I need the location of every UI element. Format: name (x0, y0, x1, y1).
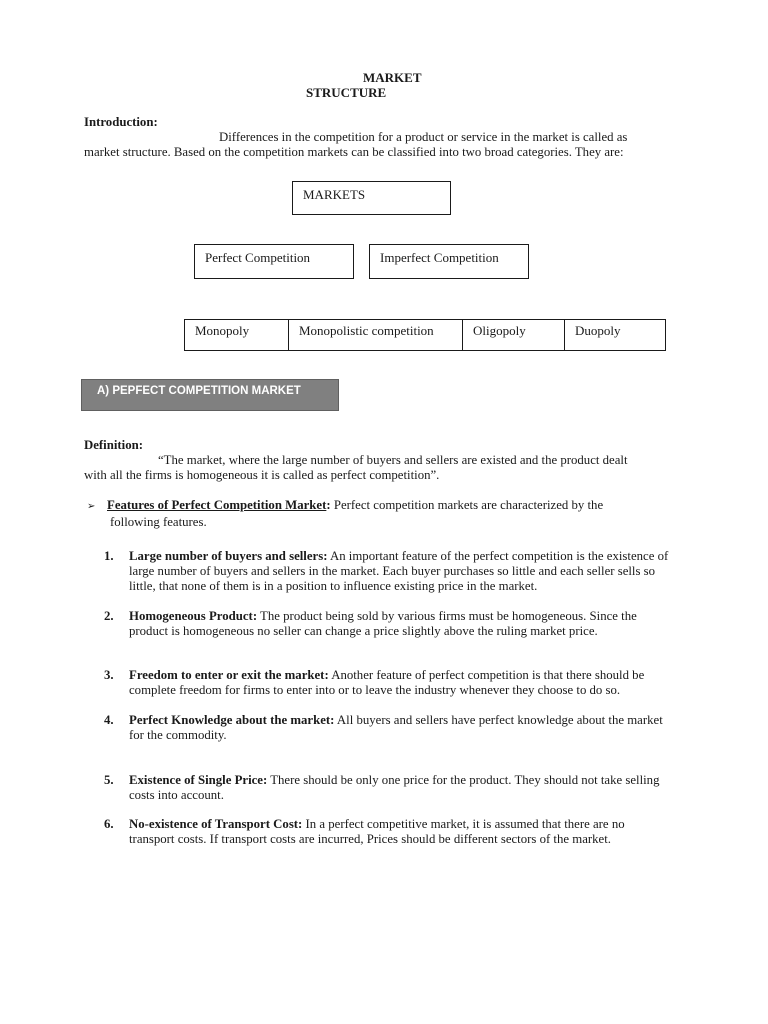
features-intro-text: Perfect competition markets are characterized by the (330, 498, 604, 512)
diagram-oligopoly-cell: Oligopoly (462, 320, 564, 350)
feature-text: In a perfect competitive market, it is assumed that there are no transport costs. If transport costs are incurred, Prices should be different sectors of the market. (129, 817, 625, 846)
feature-title: Large number of buyers and sellers: (129, 549, 328, 563)
features-intro (107, 498, 603, 513)
diagram-monopolistic-competition-cell: Monopolistic competition (288, 320, 462, 350)
features-heading-colon: : (326, 498, 331, 512)
features-heading: Features of Perfect Competition Market (107, 498, 327, 512)
features-intro-line-2: following features. (110, 515, 207, 529)
feature-text: The product being sold by various firms must be homogeneous. Since the product is homogeneous no seller can change a price slightly above the ruling market price. (129, 609, 637, 638)
feature-number: 2. (104, 609, 114, 623)
feature-text: There should be only one price for the product. They should not take selling costs into account. (129, 773, 660, 802)
feature-title: No-existence of Transport Cost: (129, 817, 303, 831)
feature-text: An important feature of the perfect competition is the existence of large number of buyers and sellers in the market. Each buyer purchases so little and each seller sells so little, that none of them is in a position to influence existing price in the market. (129, 549, 669, 593)
feature-number: 1. (104, 549, 114, 563)
feature-title: Freedom to enter or exit the market: (129, 668, 329, 682)
feature-item-4 (104, 713, 670, 743)
feature-title: Existence of Single Price: (129, 773, 268, 787)
diagram-monopoly-cell: Monopoly (195, 323, 250, 338)
feature-item-5 (104, 773, 670, 803)
introduction-line-2: market structure. Based on the competition markets can be classified into two broad categories. They are: (84, 145, 624, 159)
feature-number: 6. (104, 817, 114, 831)
feature-text: Another feature of perfect competition is that there should be complete freedom for firms to enter into or to leave the industry whenever they choose to do so. (129, 668, 645, 697)
introduction-line-1: Differences in the competition for a product or service in the market is called as (219, 130, 628, 144)
feature-title: Homogeneous Product: (129, 609, 258, 623)
diagram-duopoly-cell: Duopoly (564, 320, 665, 350)
diagram-imperfect-competition-box: Imperfect Competition (369, 244, 529, 279)
feature-item-2 (104, 609, 670, 639)
feature-number: 4. (104, 713, 114, 727)
definition-line-2: with all the firms is homogeneous it is called as perfect competition”. (84, 468, 440, 482)
feature-item-3 (104, 668, 670, 698)
feature-item-1 (104, 549, 670, 594)
definition-line-1: “The market, where the large number of buyers and sellers are existed and the product dealt (158, 453, 628, 467)
diagram-perfect-competition-box: Perfect Competition (194, 244, 354, 279)
definition-heading: Definition: (84, 438, 144, 452)
feature-item-6 (104, 817, 670, 847)
introduction-heading: Introduction: (84, 115, 158, 129)
feature-number: 3. (104, 668, 114, 682)
features-bullet-icon: ➢ (87, 501, 96, 512)
title-line-1: MARKET (363, 70, 422, 85)
section-banner: A) PEPFECT COMPETITION MARKET (81, 379, 339, 411)
diagram-root-box: MARKETS (292, 181, 451, 215)
feature-number: 5. (104, 773, 114, 787)
feature-title: Perfect Knowledge about the market: (129, 713, 335, 727)
feature-text: All buyers and sellers have perfect knowledge about the market for the commodity. (129, 713, 663, 742)
title-line-2: STRUCTURE (306, 85, 387, 100)
diagram-market-types-row (184, 319, 666, 351)
